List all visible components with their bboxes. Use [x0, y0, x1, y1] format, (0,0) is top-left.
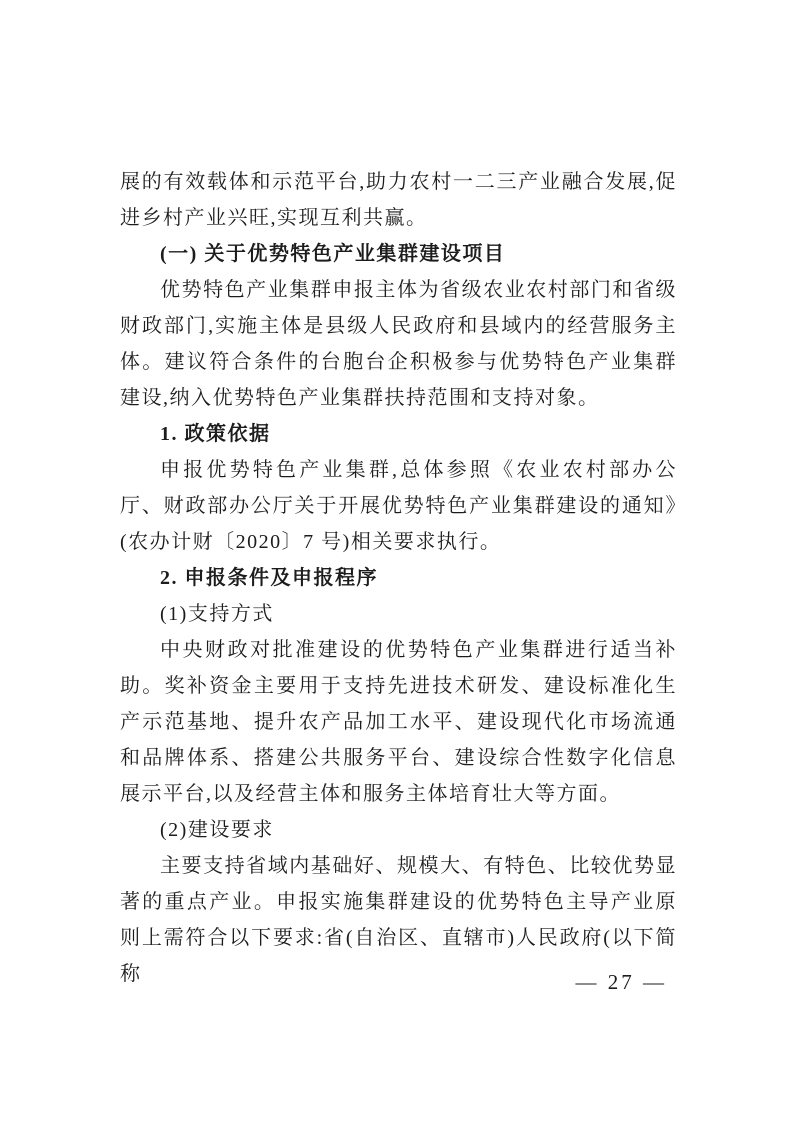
paragraph: 优势特色产业集群申报主体为省级农业农村部门和省级财政部门,实施主体是县级人民政府和县域内的经营服务主体。建议符合条件的台胞台企积极参与优势特色产业集群建设,纳入优势特色产业集群扶持范围和支持对象。 — [120, 279, 677, 409]
paragraph: 中央财政对批准建设的优势特色产业集群进行适当补助。奖补资金主要用于支持先进技术研发、建设标准化生产示范基地、提升农产品加工水平、建设现代化市场流通和品牌体系、搭建公共服务平台、建设综合性数字化信息展示平台,以及经营主体和服务主体培育壮大等方面。 — [120, 639, 677, 805]
paragraph: 主要支持省域内基础好、规模大、有特色、比较优势显著的重点产业。申报实施集群建设的优势特色主导产业原则上需符合以下要求:省(自治区、直辖市)人民政府(以下简称 — [120, 855, 677, 985]
numbered-heading-policy-basis: 1. 政策依据 — [160, 423, 271, 445]
sub-item-heading-support-method: (1)支持方式 — [160, 603, 274, 625]
paragraph: 申报优势特色产业集群,总体参照《农业农村部办公厅、财政部办公厅关于开展优势特色产业集群建设的通知》(农办计财〔2020〕7 号)相关要求执行。 — [120, 459, 677, 553]
sub-item-heading-construction-requirements: (2)建设要求 — [160, 819, 274, 841]
section-heading: (一) 关于优势特色产业集群建设项目 — [160, 243, 506, 265]
page-number: — 27 — — [575, 970, 667, 994]
document-body — [120, 164, 677, 992]
paragraph-continuation: 展的有效载体和示范平台,助力农村一二三产业融合发展,促进乡村产业兴旺,实现互利共赢。 — [120, 171, 677, 229]
numbered-heading-application-conditions: 2. 申报条件及申报程序 — [160, 567, 378, 589]
